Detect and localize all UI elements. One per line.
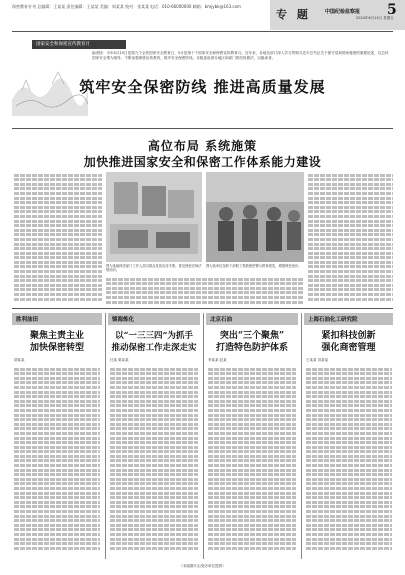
masthead-logo: 中国纪检监察报	[325, 9, 361, 15]
column-4-body	[306, 366, 392, 558]
column-4-tag-bar	[304, 313, 393, 325]
headline-rule	[12, 128, 393, 129]
column-divider	[203, 313, 204, 559]
lead-photo-right	[206, 172, 304, 262]
column-1-body	[14, 366, 100, 558]
column-2-body	[110, 366, 198, 558]
column-3-tag-bar	[206, 313, 298, 325]
column-1-tag-bar	[12, 313, 102, 325]
editor-note: 编者按：今年4月15日是第九个全民国家安全教育日，5月是第十个国家安全和保密宣传教育月。近年来，各地各部门深入学习贯彻习近平总书记关于保守党和国家秘密的重要论述，以总体国家安全观为指导，不断加强保密宣传教育，筑牢安全保密防线。本版选取部分地区和部门的经验做法，以飨读者。	[92, 51, 389, 60]
column-4-title	[304, 330, 393, 354]
main-headline: 筑牢安全保密防线 推进高质量发展	[79, 78, 326, 96]
column-1-title-line1: 聚焦主责主业	[29, 331, 84, 341]
column-1-byline: 胡某某	[14, 358, 25, 362]
lead-article-heading-line1: 高位布局 系统施策	[147, 139, 258, 153]
column-1-tag: 胜利油田	[16, 317, 39, 323]
column-4-title-line2: 强化商密管理	[321, 343, 376, 353]
topic-tag: 国家安全和保密宣传教育月	[32, 40, 126, 49]
page-header	[0, 0, 405, 30]
section-banner	[270, 0, 405, 30]
column-3-tag: 北京石油	[210, 317, 233, 323]
header-edition-info: 保密教育专刊 总编辑：王某某 责任编辑：王某某 美编：周某某 校对：张某某	[12, 4, 150, 9]
column-3-byline: 李某某 赵某	[208, 358, 227, 362]
header-rule	[12, 31, 393, 32]
column-3-title-line2: 打造特色防护体系	[215, 343, 288, 353]
lead-article-body-col-right	[308, 172, 393, 304]
lead-article-body-bottom	[106, 276, 304, 306]
column-4-byline: 王某某 刘某某	[306, 358, 329, 362]
column-1-title	[12, 330, 102, 354]
column-divider	[301, 313, 302, 559]
column-1-title-line2: 加快保密转型	[29, 343, 84, 353]
column-2-title	[108, 330, 200, 354]
column-4-tag: 上海石油化工研究院	[308, 317, 358, 323]
lead-article-body-col1	[14, 172, 102, 304]
lead-photo-right-caption: 图为某单位组织干部职工观看保密警示教育展览，增强保密意识。	[206, 264, 302, 268]
lead-photo-left-caption: 图为某地保密部门工作人员向群众发放宣传手册，普及保密法律法规知识。	[106, 264, 202, 273]
column-3-title-line1: 突出“三个聚焦”	[219, 331, 285, 341]
column-2-title-line2: 推动保密工作走深走实	[111, 343, 197, 353]
column-3-body	[208, 366, 296, 558]
column-2-tag-bar	[108, 313, 200, 325]
column-4-title-line1: 紧扣科技创新	[321, 331, 376, 341]
header-contact-info: 电话：010-66000000 邮箱：bmjybk@163.com	[150, 4, 241, 9]
page-number: 5	[387, 2, 397, 18]
column-2-tag: 镇海炼化	[112, 317, 135, 323]
lead-article-heading-line2: 加快推进国家安全和保密工作体系能力建设	[83, 155, 322, 169]
column-2-byline: 杜某 陈某某	[110, 358, 129, 362]
column-2-title-line1: 以“一三三四”为抓手	[115, 331, 193, 341]
column-divider	[105, 313, 106, 559]
issue-date: 2024年6月14日 星期五	[356, 16, 394, 20]
column-3-title	[206, 330, 298, 354]
section-name: 专 题	[276, 8, 311, 21]
page-footer-note: （本版图片由受访单位提供）	[179, 564, 226, 568]
lead-photo-left	[106, 172, 202, 262]
section-divider-rule	[12, 308, 393, 309]
